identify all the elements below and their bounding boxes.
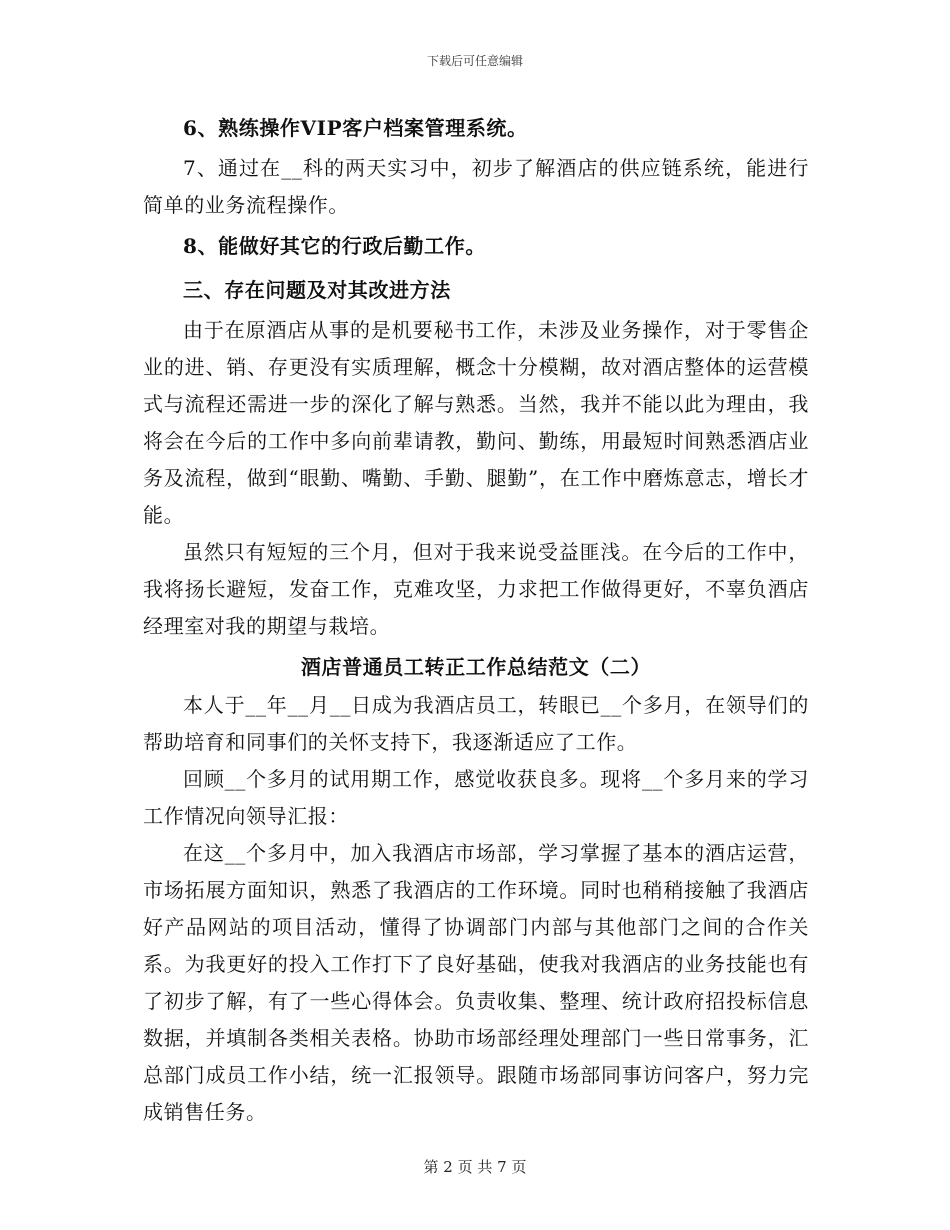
paragraph-item-6: 6、熟练操作VIP客户档案管理系统。: [183, 116, 528, 140]
paragraph-item-8: 8、能做好其它的行政后勤工作。: [183, 234, 486, 258]
document-body: [143, 106, 809, 1131]
document-title-2: 酒店普通员工转正工作总结范文（二）: [300, 655, 652, 679]
paragraph-intro: 本人于__年__月__日成为我酒店员工，转眼已__个多月，在领导们的帮助培育和同事们的关怀支持下，我逐渐适应了工作。: [143, 693, 809, 754]
paragraph-review: 回顾__个多月的试用期工作，感觉收获良多。现将__个多月来的学习工作情况向领导汇报：: [143, 767, 809, 828]
paragraph-problems: 由于在原酒店从事的是机要秘书工作，未涉及业务操作，对于零售企业的进、销、存更没有实质理解，概念十分模糊，故对酒店整体的运营模式与流程还需进一步的深化了解与熟悉。当然，我并不能以此为理由，我将会在今后的工作中多向前辈请教，勤问、勤练，用最短时间熟悉酒店业务及流程，做到“眼勤、嘴勤、手勤、腿勤”，在工作中磨炼意志，增长才能。: [143, 318, 809, 527]
header-note: 下载后可任意编辑: [426, 54, 523, 68]
paragraph-work-details: 在这__个多月中，加入我酒店市场部，学习掌握了基本的酒店运营，市场拓展方面知识，熟悉了我酒店的工作环境。同时也稍稍接触了我酒店好产品网站的项目活动，懂得了协调部门内部与其他部门之间的合作关系。为我更好的投入工作打下了良好基础，使我对我酒店的业务技能也有了初步了解，有了一些心得体会。负责收集、整理、统计政府招投标信息数据，并填制各类相关表格。协助市场部经理处理部门一些日常事务，汇总部门成员工作小结，统一汇报领导。跟随市场部同事访问客户，努力完成销售任务。: [143, 841, 809, 1124]
paragraph-item-7: 7、通过在__科的两天实习中，初步了解酒店的供应链系统，能进行简单的业务流程操作。: [143, 156, 809, 217]
section-heading-3: 三、存在问题及对其改进方法: [183, 278, 451, 302]
page-number: 第 2 页 共 7 页: [423, 1158, 527, 1176]
paragraph-summary: 虽然只有短短的三个月，但对于我来说受益匪浅。在今后的工作中，我将扬长避短，发奋工作，克难攻坚，力求把工作做得更好，不辜负酒店经理室对我的期望与栽培。: [143, 540, 809, 638]
